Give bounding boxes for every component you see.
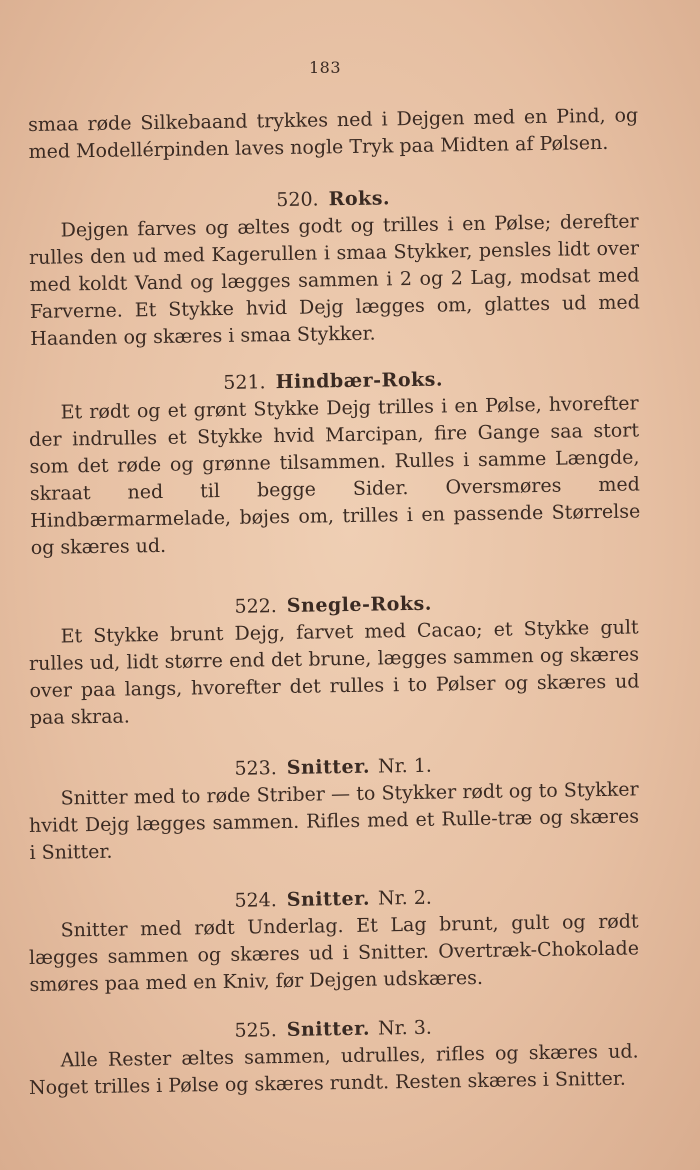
page-number: 183 xyxy=(308,58,342,77)
recipe-number: 523. xyxy=(234,757,277,780)
section-524 xyxy=(28,880,640,999)
section-522 xyxy=(28,586,640,732)
intro-paragraph: smaa røde Silkebaand trykkes ned i Dejgen med en Pind, og med Modellérpinden laves nogle Tryk paa Midten af Pølsen. xyxy=(28,104,639,163)
recipe-body: Dejgen farves og æltes godt og trilles i en Pølse; derefter rulles den ud med Kagerullen i smaa Stykker, pensles lidt over med koldt Vand og lægges sammen i 2 og 2 Lag, modsat med Farverne. Et Stykke hvid Dejg lægges om, glattes ud med Haanden og skæres i smaa Stykker. xyxy=(28,210,641,350)
intro-block xyxy=(28,102,639,166)
recipe-number: 521. xyxy=(223,371,266,394)
recipe-body: Et rødt og et grønt Stykke Dejg trilles i en Pølse, hvorefter der indrulles et Stykke hvid Marcipan, fire Gange saa stort som det røde og grønne tilsammen. Rulles i samme Længde, skraat ned til begge Sider. Oversmøres med Hindbærmarmelade, bøjes om, trilles i en passende Størrelse og skæres ud. xyxy=(28,392,641,559)
recipe-number: 522. xyxy=(234,595,277,618)
section-520 xyxy=(28,180,640,353)
recipe-subtitle: Nr. 3. xyxy=(377,1016,433,1040)
recipe-body: Et Stykke brunt Dejg, farvet med Cacao; et Stykke gult rulles ud, lidt større end det brune, lægges sammen og skæres over paa langs, hvorefter det rulles i to Pølser og skæres ud paa skraa. xyxy=(28,616,640,729)
section-525 xyxy=(28,1010,639,1102)
recipe-body: Alle Rester æltes sammen, udrulles, rifles og skæres ud. Noget trilles i Pølse og skæres rundt. Resten skæres i Snitter. xyxy=(28,1040,639,1099)
recipe-number: 525. xyxy=(234,1019,277,1042)
recipe-number: 520. xyxy=(276,188,319,212)
recipe-body: Snitter med rødt Underlag. Et Lag brunt, gult og rødt lægges sammen og skæres ud i Snitter. Overtræk-Chokolade smøres paa med en Kniv, før Dejgen udskæres. xyxy=(28,910,640,996)
recipe-title: Roks. xyxy=(328,187,391,211)
recipe-number: 524. xyxy=(234,889,277,912)
recipe-subtitle: Nr. 2. xyxy=(377,886,433,910)
section-521 xyxy=(28,362,641,562)
recipe-body: Snitter med to røde Striber — to Stykker rødt og to Stykker hvidt Dejg lægges sammen. Rifles med et Rulle-træ og skæres i Snitter. xyxy=(28,778,640,864)
recipe-title: Snitter. xyxy=(286,1017,371,1041)
recipe-title: Snitter. xyxy=(286,755,371,779)
recipe-title: Snegle-Roks. xyxy=(286,592,433,617)
section-523 xyxy=(28,748,640,867)
recipe-title: Snitter. xyxy=(286,887,371,911)
recipe-title: Hindbær-Roks. xyxy=(275,368,444,394)
recipe-subtitle: Nr. 1. xyxy=(377,754,433,778)
